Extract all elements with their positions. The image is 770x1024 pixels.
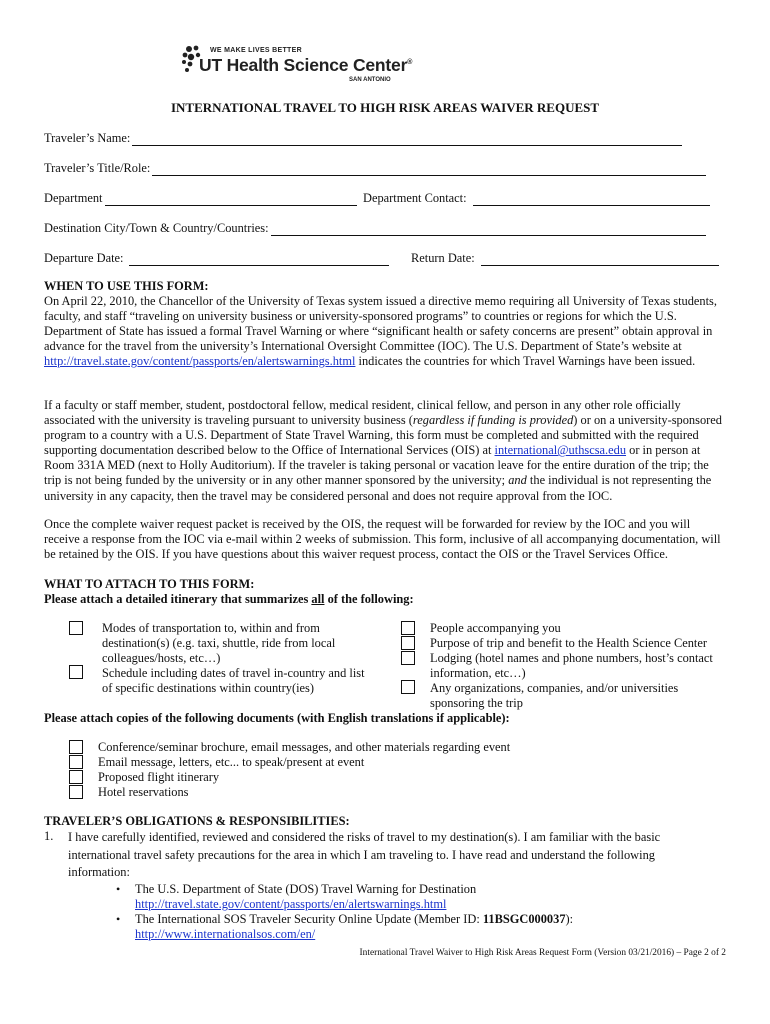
page-footer: International Travel Waiver to High Risk Areas Request Form (Version 03/21/2016) – Page 2 of 2 xyxy=(359,948,726,958)
bullet-dos: • xyxy=(116,882,121,896)
checkbox-organizations[interactable] xyxy=(401,680,415,694)
travelers-name-input[interactable] xyxy=(132,134,682,146)
destination-field[interactable] xyxy=(44,220,706,236)
sos-update-item: The International SOS Traveler Security Online Update (Member ID: 11BSGC000037): http://www.internationalsos.com/en/ xyxy=(135,912,574,941)
destination-label: Destination City/Town & Country/Countries: xyxy=(44,221,269,235)
return-date-field[interactable] xyxy=(411,250,719,266)
travelers-name-field[interactable] xyxy=(44,130,682,146)
item-organizations: Any organizations, companies, and/or universities sponsoring the trip xyxy=(430,681,679,710)
item-lodging: Lodging (hotel names and phone numbers, host’s contact information, etc…) xyxy=(430,651,713,680)
doc-conference-materials: Conference/seminar brochure, email messages, and other materials regarding event xyxy=(98,740,511,754)
checkbox-email-letters[interactable] xyxy=(69,755,83,769)
travelers-name-label: Traveler’s Name: xyxy=(44,131,131,145)
itinerary-subheading: Please attach a detailed itinerary that summarizes all of the following: xyxy=(44,592,414,606)
when-to-use-heading: WHEN TO USE THIS FORM: xyxy=(44,279,209,293)
logo-tagline: WE MAKE LIVES BETTER xyxy=(210,47,302,54)
ois-email-link[interactable]: international@uthscsa.edu xyxy=(494,443,627,458)
return-date-label: Return Date: xyxy=(411,251,475,265)
obligations-heading: TRAVELER’S OBLIGATIONS & RESPONSIBILITIES: xyxy=(44,814,350,828)
when-paragraph-3: Once the complete waiver request packet is received by the OIS, the request will be forwarded for review by the IOC and you will receive a response from the IOC via e-mail within 2 weeks of submission. This form, inclusive of all accompanying documentation, will be retained by the OIS. If you have questions about this waiver request process, contact the OIS or the Travel Services Office. xyxy=(44,517,721,562)
department-contact-input[interactable] xyxy=(473,194,710,206)
item-people: People accompanying you xyxy=(430,621,561,635)
return-date-input[interactable] xyxy=(481,254,719,266)
form-title: INTERNATIONAL TRAVEL TO HIGH RISK AREAS WAIVER REQUEST xyxy=(170,100,600,115)
institution-logo xyxy=(180,44,413,94)
checkbox-people[interactable] xyxy=(401,621,415,635)
department-contact-label: Department Contact: xyxy=(363,191,467,205)
checkbox-transportation[interactable] xyxy=(69,621,83,635)
sos-link[interactable]: http://www.internationalsos.com/en/ xyxy=(135,927,316,941)
item-transportation: Modes of transportation to, within and from destination(s) (e.g. taxi, shuttle, ride from local colleagues/hosts, etc…) xyxy=(102,621,336,665)
departure-date-input[interactable] xyxy=(129,254,389,266)
documents-subheading: Please attach copies of the following documents (with English translations if applicable): xyxy=(44,711,510,725)
checkbox-hotel-reservations[interactable] xyxy=(69,785,83,799)
checkbox-schedule[interactable] xyxy=(69,665,83,679)
department-field[interactable] xyxy=(44,190,357,206)
department-input[interactable] xyxy=(105,194,358,206)
department-contact-field[interactable] xyxy=(363,190,710,206)
departure-date-field[interactable] xyxy=(44,250,389,266)
destination-input[interactable] xyxy=(271,224,706,236)
dos-warning-link[interactable]: http://travel.state.gov/content/passports/en/alertswarnings.html xyxy=(135,897,447,911)
travelers-role-field[interactable] xyxy=(44,160,706,176)
checkbox-lodging[interactable] xyxy=(401,651,415,665)
obligation-number: 1. xyxy=(44,829,54,843)
logo-location: SAN ANTONIO xyxy=(349,77,391,83)
bullet-sos: • xyxy=(116,912,121,926)
item-purpose: Purpose of trip and benefit to the Health Science Center xyxy=(430,636,707,650)
obligation-text: I have carefully identified, reviewed and considered the risks of travel to my destination(s). I am familiar with the basic international travel safety precautions for the area in which I am traveling to. I have read and understand the following information: xyxy=(68,830,661,879)
dos-warning-item: The U.S. Department of State (DOS) Travel Warning for Destination http://travel.state.gov/content/passports/en/alertswarnings.html xyxy=(135,882,477,911)
travel-warnings-link[interactable]: http://travel.state.gov/content/passports/en/alertswarnings.html xyxy=(44,354,356,369)
travelers-role-input[interactable] xyxy=(152,164,706,176)
checkbox-conference-materials[interactable] xyxy=(69,740,83,754)
when-paragraph-2: If a faculty or staff member, student, postdoctoral fellow, medical resident, clinical fellow, and person in any other role officially associated with the university is traveling pursuant to university business (regardless if funding is provided) or on a university-sponsored program to a country with a U.S. Department of State Travel Warning, this form must be completed and submitted with the required supporting documentation described below to the Office of International Services (OIS) at international@uthscsa.edu or in person at Room 331A MED (next to Holly Auditorium). If the traveler is taking personal or vacation leave for the entire duration of the trip; the trip is not being funded by the university or in any other manner sponsored by the university; and the individual is not representing the university in any capacity, then the travel may be considered personal and does not require approval from the IOC. xyxy=(44,398,722,503)
doc-flight-itinerary: Proposed flight itinerary xyxy=(98,770,220,784)
checkbox-purpose[interactable] xyxy=(401,636,415,650)
item-schedule: Schedule including dates of travel in-country and list of specific destinations within country(ies) xyxy=(102,666,365,695)
doc-hotel-reservations: Hotel reservations xyxy=(98,785,189,799)
logo-name: UT Health Science Center® xyxy=(199,55,413,75)
what-to-attach-heading: WHAT TO ATTACH TO THIS FORM: xyxy=(44,577,255,591)
departure-date-label: Departure Date: xyxy=(44,251,124,265)
travelers-role-label: Traveler’s Title/Role: xyxy=(44,161,151,175)
doc-email-letters: Email message, letters, etc... to speak/present at event xyxy=(98,755,365,769)
department-label: Department xyxy=(44,191,103,205)
when-paragraph-1: On April 22, 2010, the Chancellor of the University of Texas system issued a directive memo requiring all University of Texas students, faculty, and staff “traveling on university business or university-sponsored programs” to countries or regions for which the U.S. Department of State has issued a formal Travel Warning or where “significant health or safety concerns are present” obtain approval in advance for the travel from the university’s International Oversight Committee (IOC). The U.S. Department of State’s website at http://travel.state.gov/content/passports/en/alertswarnings.html indicates the countries for which Travel Warnings have been issued. xyxy=(44,294,717,369)
checkbox-flight-itinerary[interactable] xyxy=(69,770,83,784)
